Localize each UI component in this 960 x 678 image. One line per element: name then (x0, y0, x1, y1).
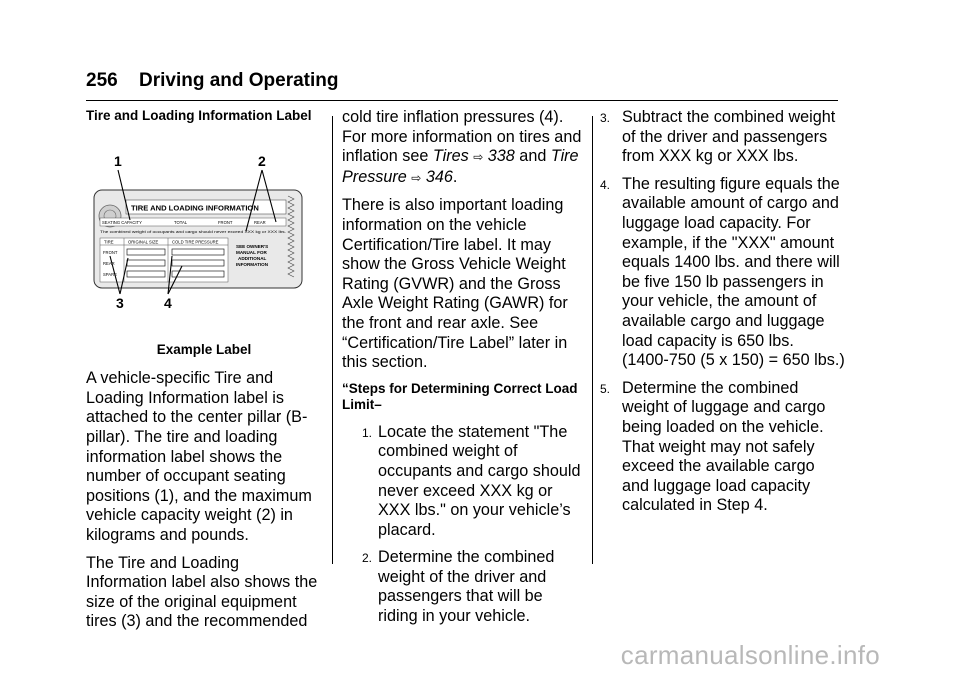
see-manual-4: INFORMATION (236, 262, 269, 267)
col-rear: REAR (254, 220, 266, 225)
col-front: FRONT (218, 220, 233, 225)
col-tire: TIRE (104, 239, 114, 245)
callout-1: 1 (114, 153, 122, 169)
step-number: 1. (362, 425, 373, 440)
column-divider-1 (332, 116, 333, 564)
step-text: Subtract the combined weight of the driver and passengers from XXX kg or XXX lbs. (622, 108, 836, 166)
header-rule (86, 100, 838, 101)
callout-4: 4 (164, 295, 172, 311)
row-front: FRONT (103, 250, 118, 255)
col-seating: SEATING CAPACITY (102, 220, 142, 225)
callout-2: 2 (258, 153, 266, 169)
see-manual-3: ADDITIONAL (238, 256, 267, 261)
column-2 (342, 108, 582, 635)
step-text: The resulting figure equals the available amount of cargo and luggage load capacity. For example, if the "XXX" amount equals 1400 lbs. and there will be five 150 lb passengers in your vehicle, the amount of available cargo and luggage load capacity is 650 lbs. (1400-750 (5 x 150) = 650 lbs.) (622, 174, 845, 370)
watermark: carmanualsonline.info (620, 640, 880, 670)
list-item (600, 379, 845, 516)
paragraph: The Tire and Loading Information label also shows the size of the original equipment tires (3) and the recommended (86, 553, 318, 631)
step-number: 4. (600, 177, 611, 192)
warning-line: The combined weight of occupants and cargo should never exceed XXX kg or XXX lbs. (100, 230, 287, 234)
tire-label-figure (86, 148, 322, 328)
page-header (86, 70, 339, 92)
see-manual-1: SEE OWNER'S (236, 244, 269, 249)
row-rear: REAR (103, 261, 115, 266)
col-original-size: ORIGINAL SIZE (128, 239, 159, 245)
column-3 (600, 108, 845, 524)
step-number: 3. (600, 111, 611, 125)
tire-pressure-ref-link[interactable]: Tire Pressure (342, 147, 579, 186)
tire-pressure-page-ref[interactable]: 346 (425, 167, 453, 186)
see-manual-2: MANUAL FOR (236, 250, 267, 255)
tire-label-heading: Tire and Loading Information Label (86, 108, 312, 123)
list-item (342, 423, 582, 541)
callout-3: 3 (116, 295, 124, 311)
page-ref-arrow-icon: ⇨ (473, 150, 484, 165)
tires-page-ref[interactable]: 338 (487, 147, 515, 166)
col-total: TOTAL (174, 220, 188, 225)
list-item (342, 548, 582, 626)
label-title: TIRE AND LOADING INFORMATION (131, 203, 259, 213)
step-text: Determine the combined weight of luggage and cargo being loaded on the vehicle. That weight may not safely exceed the available cargo and luggage load capacity calculated in Step 4. (622, 378, 826, 515)
tires-ref-link[interactable]: Tires (432, 147, 469, 166)
list-item (600, 108, 845, 167)
figure-caption: Example Label (156, 341, 252, 357)
list-item (600, 175, 845, 371)
column-1 (86, 108, 322, 640)
step-number: 5. (600, 381, 611, 396)
step-text: Locate the statement "The combined weight of occupants and cargo should never exceed XXX kg or XXX lbs." on your vehicle’s placard. (378, 422, 581, 539)
col-cold-pressure: COLD TIRE PRESSURE (172, 239, 219, 245)
paragraph: A vehicle-specific Tire and Loading Information label is attached to the center pillar (B-pillar). The tire and loading information label shows the number of occupant seating positions (1), and the maximum vehicle capacity weight (2) in kilograms and pounds. (86, 369, 312, 544)
page-ref-arrow-icon: ⇨ (411, 170, 422, 185)
page-number: 256 (86, 70, 118, 91)
paragraph: There is also important loading information on the vehicle Certification/Tire label. It may show the Gross Vehicle Weight Rating (GVWR) and the Gross Axle Weight Rating (GAWR) for the front and rear axle. See “Certification/Tire Label” later in this section. (342, 196, 568, 372)
row-spare: SPARE (103, 272, 117, 277)
section-title: Driving and Operating (138, 70, 339, 91)
column-divider-2 (592, 116, 593, 564)
paragraph: cold tire inflation pressures (4). For more information on tires and inflation see Tires ⇨ 338 and Tire Pressure ⇨ 346. (342, 108, 582, 186)
steps-heading: “Steps for Determining Correct Load Limit– (342, 380, 578, 412)
step-text: Determine the combined weight of the driver and passengers that will be riding in your vehicle. (378, 548, 555, 626)
step-number: 2. (362, 551, 373, 566)
